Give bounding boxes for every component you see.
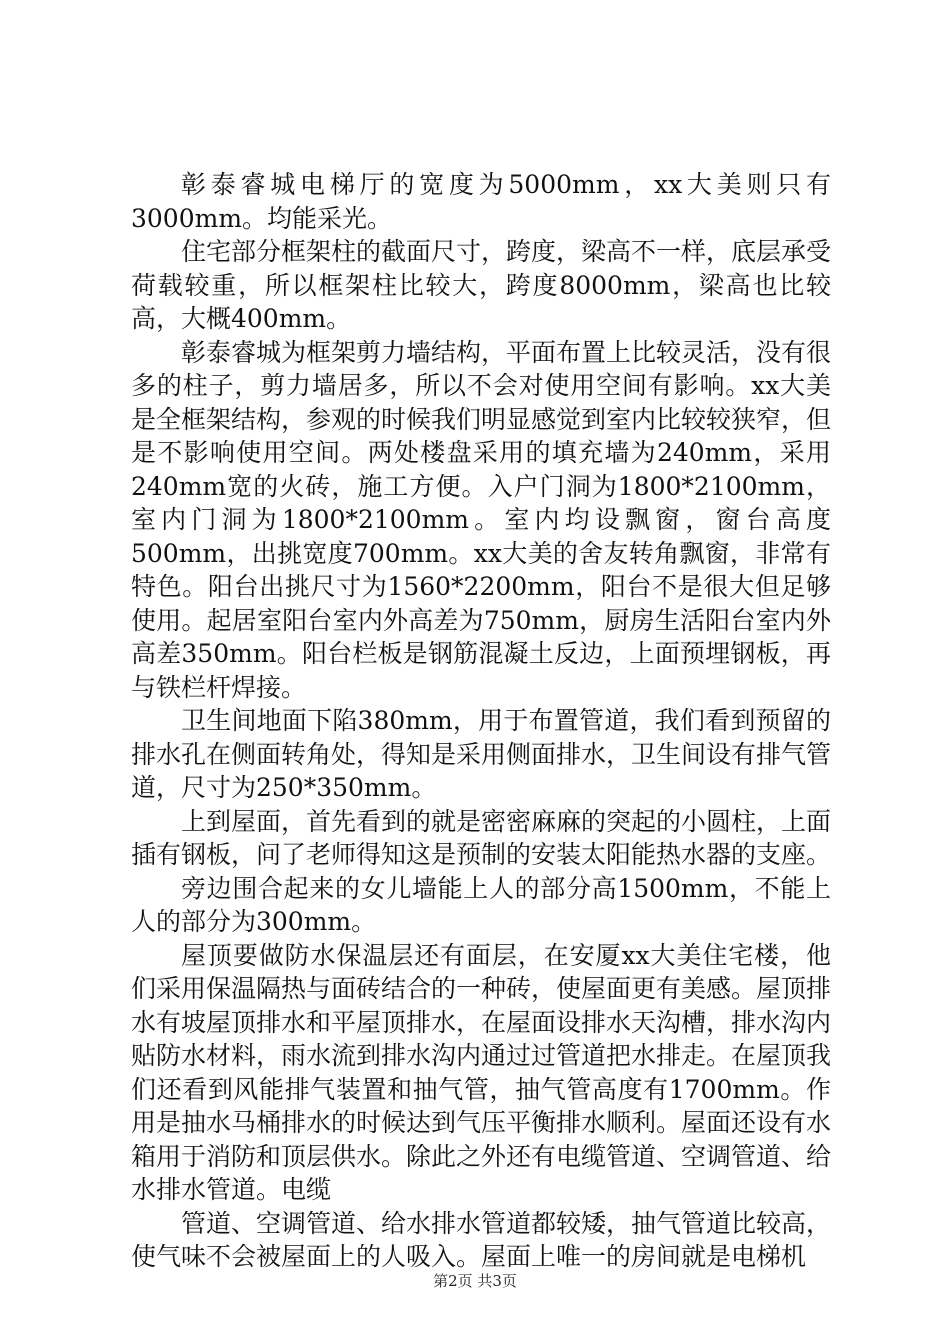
paragraph-frame-columns: 住宅部分框架柱的截面尺寸，跨度，梁高不一样，底层承受荷载较重，所以框架柱比较大，跨度8000mm，梁高也比较高，大概400mm。	[131, 237, 832, 333]
paragraph-roof-waterproofing: 屋顶要做防水保温层还有面层，在安厦xx大美住宅楼，他们采用保温隔热与面砖结合的一种砖，使屋面更有美感。屋顶排水有坡屋顶排水和平屋顶排水，在屋面设排水天沟槽，排水沟内贴防水材料，雨水流到排水沟内通过过管道把水排走。在屋顶我们还看到风能排气装置和抽气管，抽气管高度有1700mm。作用是抽水马桶排水的时候达到气压平衡排水顺利。屋面还设有水箱用于消防和顶层供水。除此之外还有电缆管道、空调管道、给水排水管道。电缆	[131, 940, 832, 1204]
paragraph-roof-supports: 上到屋面，首先看到的就是密密麻麻的突起的小圆柱，上面插有钢板，问了老师得知这是预制的安装太阳能热水器的支座。	[131, 806, 832, 869]
body-text	[131, 168, 831, 1274]
paragraph-structure: 彰泰睿城为框架剪力墙结构，平面布置上比较灵活，没有很多的柱子，剪力墙居多，所以不会对使用空间有影响。xx大美是全框架结构，参观的时候我们明显感觉到室内比较较狭窄，但是不影响使用空间。两处楼盘采用的填充墙为240mm，采用240mm宽的火砖，施工方便。入户门洞为1800*2100mm，室内门洞为1800*2100mm。室内均设飘窗，窗台高度500mm，出挑宽度700mm。xx大美的舍友转角飘窗，非常有特色。阳台出挑尺寸为1560*2200mm，阳台不是很大但足够使用。起居室阳台室内外高差为750mm，厨房生活阳台室内外高差350mm。阳台栏板是钢筋混凝土反边，上面预埋钢板，再与铁栏杆焊接。	[131, 337, 832, 702]
paragraph-roof-pipes: 管道、空调管道、给水排水管道都较矮，抽气管道比较高，使气味不会被屋面上的人吸入。屋面上唯一的房间就是电梯机	[131, 1208, 832, 1271]
page-number-footer: 第2页 共3页	[433, 1272, 517, 1290]
paragraph-parapet: 旁边围合起来的女儿墙能上人的部分高1500mm，不能上人的部分为300mm。	[131, 873, 831, 936]
paragraph-elevator-hall: 彰泰睿城电梯厅的宽度为5000mm，xx大美则只有3000mm。均能采光。	[131, 170, 831, 233]
paragraph-bathroom: 卫生间地面下陷380mm，用于布置管道，我们看到预留的排水孔在侧面转角处，得知是采用侧面排水，卫生间设有排气管道，尺寸为250*350mm。	[131, 706, 832, 802]
